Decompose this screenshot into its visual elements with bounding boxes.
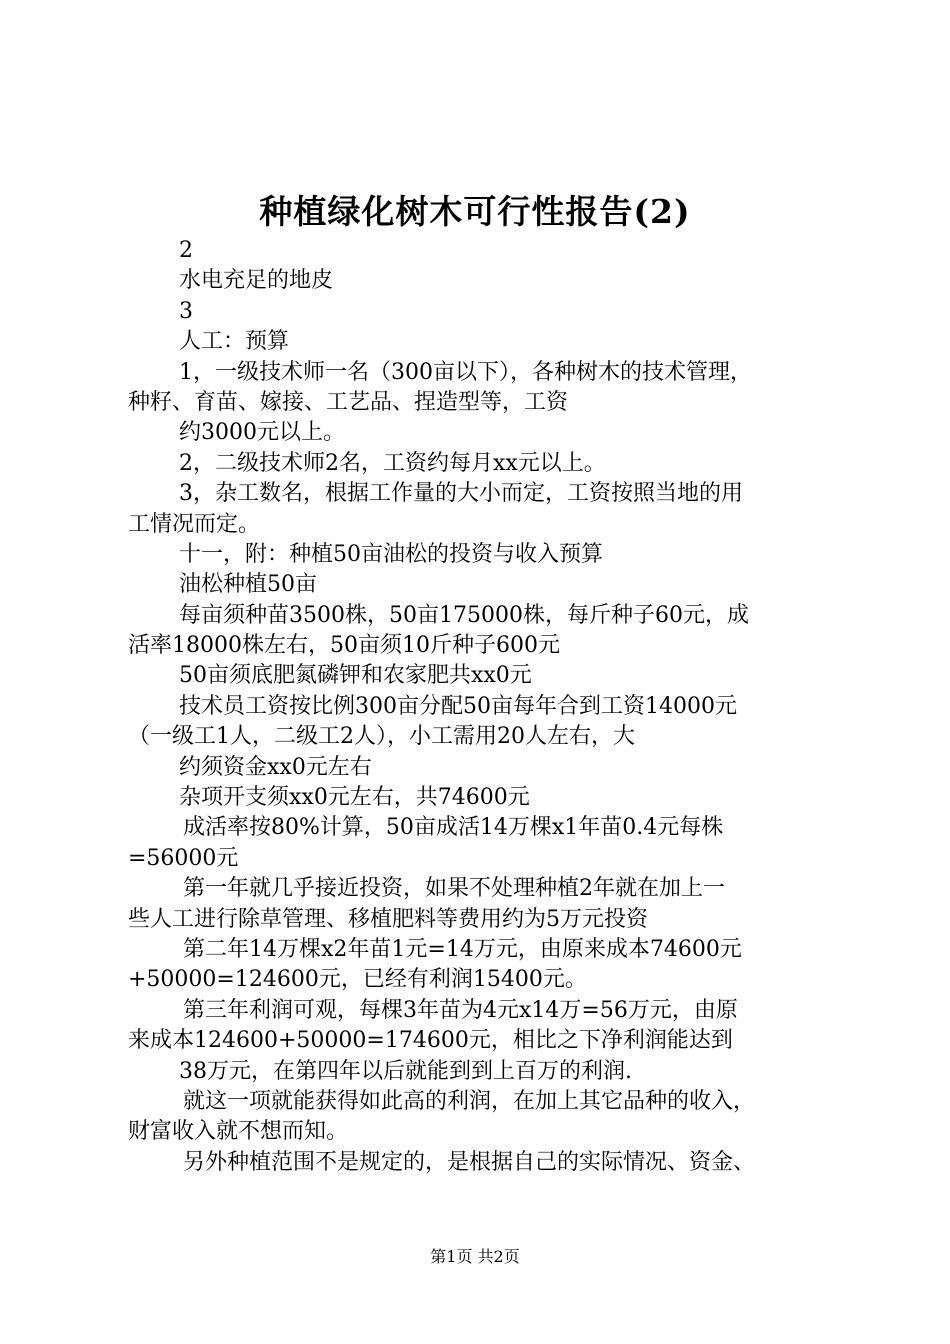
document-body (128, 236, 836, 1178)
paragraph-line: 工情况而定。 (128, 511, 261, 537)
paragraph-line: 2，二级技术师2名，工资约每月xx元以上。 (179, 450, 606, 476)
paragraph-line: 约须资金xx0元左右 (179, 754, 372, 780)
paragraph-line: 3，杂工数名，根据工作量的大小而定，工资按照当地的用 (179, 481, 743, 507)
paragraph-line: 杂项开支须xx0元左右，共74600元 (179, 785, 530, 811)
paragraph-line: 就这一项就能获得如此高的利润，在加上其它品种的收入， (183, 1088, 756, 1114)
paragraph-line: 油松种植50亩 (179, 572, 317, 598)
paragraph-line: 活率18000株左右，50亩须10斤种子600元 (128, 633, 560, 659)
paragraph-line: 3 (179, 298, 193, 324)
paragraph-line: 50亩须底肥氮磷钾和农家肥共xx0元 (179, 663, 532, 689)
paragraph-line: 1，一级技术师一名（300亩以下），各种树木的技术管理， (179, 359, 752, 385)
paragraph-line: 另外种植范围不是规定的，是根据自己的实际情况、资金、 (183, 1149, 756, 1175)
paragraph-line: 第一年就几乎接近投资，如果不处理种植2年就在加上一 (183, 876, 725, 902)
paragraph-line: +50000=124600元，已经有利润15400元。 (128, 967, 587, 993)
paragraph-line: 每亩须种苗3500株，50亩175000株，每斤种子60元，成 (179, 602, 749, 628)
paragraph-line: 十一，附：种植50亩油松的投资与收入预算 (179, 541, 603, 567)
paragraph-line: 水电充足的地皮 (179, 268, 334, 294)
paragraph-line: 第二年14万棵x2年苗1元=14万元，由原来成本74600元 (183, 936, 742, 962)
paragraph-line: =56000元 (128, 845, 239, 871)
paragraph-line: 财富收入就不想而知。 (128, 1119, 349, 1145)
paragraph-line: （一级工1人，二级工2人），小工需用20人左右，大 (128, 724, 635, 750)
paragraph-line: 来成本124600+50000=174600元，相比之下净利润能达到 (128, 1028, 733, 1054)
paragraph-line: 些人工进行除草管理、移植肥料等费用约为5万元投资 (128, 906, 648, 932)
paragraph-line: 人工：预算 (179, 329, 290, 355)
paragraph-line: 种籽、育苗、嫁接、工艺品、捏造型等，工资 (128, 389, 569, 415)
page-footer: 第1页 共2页 (430, 1247, 520, 1266)
document-title: 种植绿化树木可行性报告(2) (259, 192, 691, 231)
paragraph-line: 38万元，在第四年以后就能到到上百万的利润. (179, 1058, 632, 1084)
paragraph-line: 2 (179, 238, 193, 263)
paragraph-line: 技术员工资按比例300亩分配50亩每年合到工资14000元 (179, 693, 737, 719)
paragraph-line: 成活率按80%计算，50亩成活14万棵x1年苗0.4元每株 (183, 815, 724, 841)
paragraph-line: 约3000元以上。 (179, 420, 345, 446)
paragraph-line: 第三年利润可观，每棵3年苗为4元x14万=56万元，由原 (183, 997, 738, 1023)
